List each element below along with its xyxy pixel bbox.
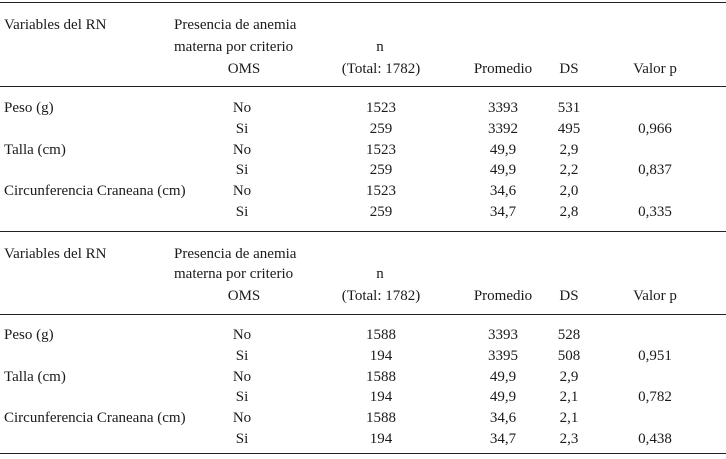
- cell-anemia: No: [232, 142, 252, 158]
- cell-valor-p: 0,438: [638, 431, 672, 447]
- header-variables: Variables del RN: [4, 17, 107, 33]
- cell-n: 1588: [366, 369, 396, 385]
- cell-n: 259: [369, 204, 393, 220]
- cell-n: 259: [369, 162, 393, 178]
- cell-valor-p: 0,782: [638, 389, 672, 405]
- cell-variable: Peso (g): [4, 100, 54, 116]
- cell-anemia: Si: [235, 162, 249, 178]
- cell-ds: 508: [557, 348, 581, 364]
- cell-ds: 2,2: [559, 162, 579, 178]
- cell-n: 194: [369, 348, 393, 364]
- header-presencia-line1: Presencia de anemia: [174, 17, 297, 33]
- header-presencia-line2: materna por criterio: [174, 266, 294, 282]
- cell-anemia: No: [232, 410, 252, 426]
- cell-anemia: No: [232, 369, 252, 385]
- header-presencia-line3: OMS: [227, 288, 261, 304]
- cell-n: 1523: [366, 142, 396, 158]
- table1-header-rule: [0, 86, 726, 87]
- cell-ds: 2,1: [559, 410, 579, 426]
- header-ds: DS: [559, 288, 579, 304]
- cell-anemia: No: [232, 183, 252, 199]
- cell-ds: 2,9: [559, 142, 579, 158]
- cell-ds: 2,0: [559, 183, 579, 199]
- cell-n: 194: [369, 389, 393, 405]
- table-top-rule: [0, 2, 726, 3]
- cell-ds: 2,3: [559, 431, 579, 447]
- cell-anemia: Si: [235, 431, 249, 447]
- cell-ds: 495: [557, 121, 581, 137]
- cell-promedio: 3395: [488, 348, 518, 364]
- header-ds: DS: [559, 61, 579, 77]
- cell-n: 1588: [366, 327, 396, 343]
- cell-anemia: Si: [235, 348, 249, 364]
- cell-n: 194: [369, 431, 393, 447]
- cell-anemia: Si: [235, 389, 249, 405]
- cell-promedio: 34,6: [489, 183, 517, 199]
- cell-variable: Circunferencia Craneana (cm): [4, 183, 186, 199]
- cell-promedio: 34,6: [489, 410, 517, 426]
- header-presencia-line3: OMS: [227, 61, 261, 77]
- header-promedio: Promedio: [473, 288, 533, 304]
- cell-promedio: 3393: [488, 100, 518, 116]
- cell-promedio: 34,7: [489, 431, 517, 447]
- cell-ds: 2,9: [559, 369, 579, 385]
- cell-n: 1523: [366, 100, 396, 116]
- cell-promedio: 49,9: [489, 162, 517, 178]
- header-n-line2: (Total: 1782): [341, 61, 421, 77]
- cell-ds: 2,8: [559, 204, 579, 220]
- cell-promedio: 49,9: [489, 142, 517, 158]
- cell-promedio: 49,9: [489, 369, 517, 385]
- cell-anemia: Si: [235, 121, 249, 137]
- header-valor-p: Valor p: [633, 61, 677, 77]
- cell-ds: 528: [557, 327, 581, 343]
- cell-ds: 2,1: [559, 389, 579, 405]
- header-presencia-line1: Presencia de anemia: [174, 246, 297, 262]
- cell-promedio: 3392: [488, 121, 518, 137]
- header-presencia-line2: materna por criterio: [174, 39, 294, 55]
- cell-variable: Circunferencia Craneana (cm): [4, 410, 186, 426]
- cell-promedio: 49,9: [489, 389, 517, 405]
- header-variables: Variables del RN: [4, 246, 107, 262]
- header-n-line2: (Total: 1782): [341, 288, 421, 304]
- cell-variable: Peso (g): [4, 327, 54, 343]
- cell-variable: Talla (cm): [4, 142, 66, 158]
- cell-promedio: 3393: [488, 327, 518, 343]
- header-n-line1: n: [376, 39, 384, 55]
- table2-header-rule: [0, 314, 726, 315]
- cell-anemia: No: [232, 100, 252, 116]
- cell-valor-p: 0,335: [638, 204, 672, 220]
- header-n-line1: n: [376, 266, 384, 282]
- cell-n: 1523: [366, 183, 396, 199]
- cell-n: 259: [369, 121, 393, 137]
- table-bottom-rule: [0, 453, 726, 454]
- header-promedio: Promedio: [473, 61, 533, 77]
- cell-valor-p: 0,966: [638, 121, 672, 137]
- cell-ds: 531: [557, 100, 581, 116]
- cell-valor-p: 0,837: [638, 162, 672, 178]
- cell-n: 1588: [366, 410, 396, 426]
- cell-anemia: Si: [235, 204, 249, 220]
- cell-promedio: 34,7: [489, 204, 517, 220]
- cell-valor-p: 0,951: [638, 348, 672, 364]
- table-divider-rule: [0, 231, 726, 232]
- cell-variable: Talla (cm): [4, 369, 66, 385]
- header-valor-p: Valor p: [633, 288, 677, 304]
- cell-anemia: No: [232, 327, 252, 343]
